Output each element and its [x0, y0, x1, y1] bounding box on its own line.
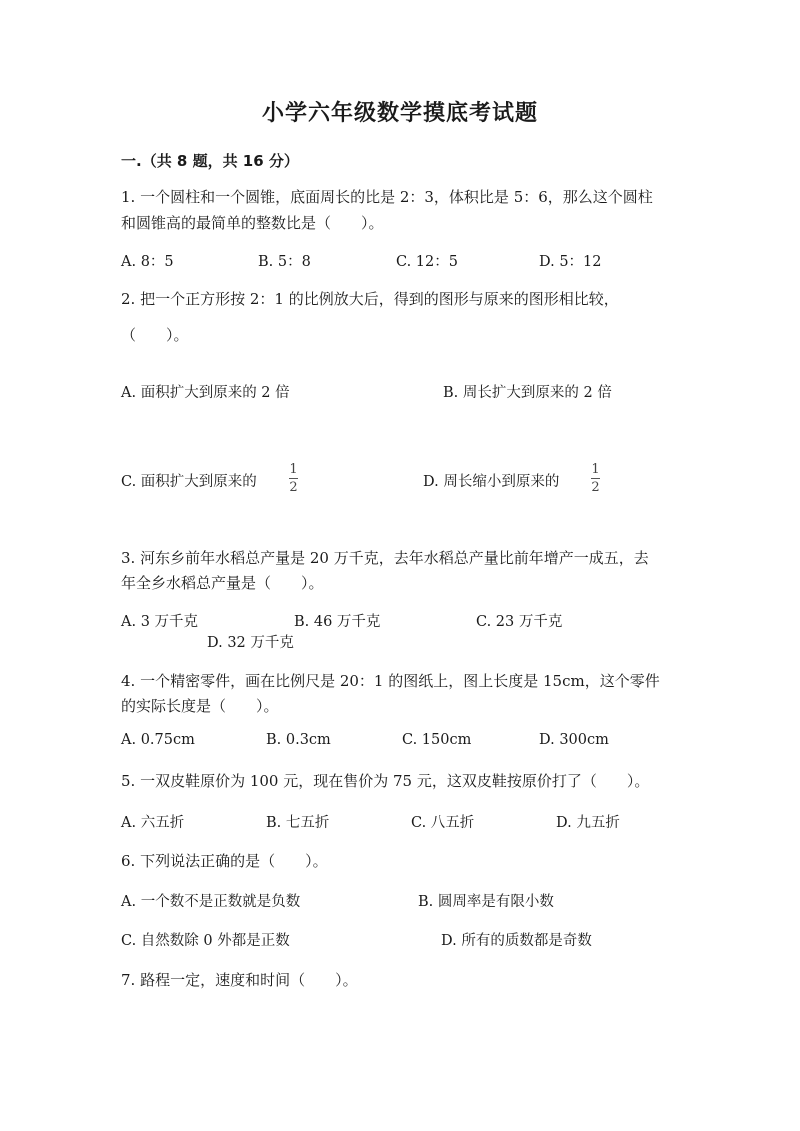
- question-6-option-b: B. 圆周率是有限小数: [418, 894, 554, 910]
- question-1-option-b: B. 5：8: [258, 254, 311, 270]
- question-5-stem-line-1: 5. 一双皮鞋原价为 100 元，现在售价为 75 元，这双皮鞋按原价打了（ ）。: [121, 772, 650, 790]
- question-1-option-a: A. 8：5: [121, 254, 174, 270]
- question-4-stem-line-1: 4. 一个精密零件，画在比例尺是 20：1 的图纸上，图上长度是 15cm，这个零件: [121, 672, 660, 690]
- question-6-stem-line-1: 6. 下列说法正确的是（ ）。: [121, 852, 328, 870]
- question-4-stem-line-2: 的实际长度是（ ）。: [121, 697, 279, 715]
- question-2-option-c: C. 面积扩大到原来的: [121, 474, 257, 490]
- question-4-option-a: A. 0.75cm: [121, 732, 195, 748]
- question-1-option-d: D. 5：12: [539, 254, 602, 270]
- question-1-stem-line-2: 和圆锥高的最简单的整数比是（ ）。: [121, 214, 384, 232]
- fraction-numerator: 1: [591, 462, 600, 477]
- question-4-option-c: C. 150cm: [402, 732, 472, 748]
- question-3-stem-line-1: 3. 河东乡前年水稻总产量是 20 万千克，去年水稻总产量比前年增产一成五，去: [121, 549, 649, 567]
- question-1-stem-line-1: 1. 一个圆柱和一个圆锥，底面周长的比是 2：3，体积比是 5：6，那么这个圆柱: [121, 188, 653, 206]
- fraction-bar: [591, 478, 600, 479]
- question-3-option-b: B. 46 万千克: [294, 614, 381, 630]
- question-3-stem-line-2: 年全乡水稻总产量是（ ）。: [121, 574, 324, 592]
- fraction-denominator: 2: [591, 480, 600, 495]
- question-2-option-d: D. 周长缩小到原来的: [423, 474, 560, 490]
- question-1-option-c: C. 12：5: [396, 254, 458, 270]
- question-5-option-b: B. 七五折: [266, 815, 330, 831]
- question-2-option-b: B. 周长扩大到原来的 2 倍: [443, 385, 612, 401]
- question-3-option-d: D. 32 万千克: [207, 635, 294, 651]
- question-4-option-b: B. 0.3cm: [266, 732, 331, 748]
- question-6-option-c: C. 自然数除 0 外都是正数: [121, 933, 290, 949]
- question-2-option-a: A. 面积扩大到原来的 2 倍: [121, 385, 290, 401]
- question-5-option-c: C. 八五折: [411, 815, 475, 831]
- fraction-one-half: [289, 462, 298, 495]
- fraction-denominator: 2: [289, 480, 298, 495]
- question-3-option-a: A. 3 万千克: [121, 614, 199, 630]
- question-2-stem-line-1: 2. 把一个正方形按 2：1 的比例放大后，得到的图形与原来的图形相比较，: [121, 290, 619, 308]
- fraction-numerator: 1: [289, 462, 298, 477]
- question-5-option-d: D. 九五折: [556, 815, 620, 831]
- page-title: 小学六年级数学摸底考试题: [261, 101, 538, 126]
- question-4-option-d: D. 300cm: [539, 732, 609, 748]
- question-6-option-d: D. 所有的质数都是奇数: [441, 933, 592, 949]
- question-6-option-a: A. 一个数不是正数就是负数: [121, 894, 301, 910]
- fraction-one-half: [591, 462, 600, 495]
- question-3-option-c: C. 23 万千克: [476, 614, 563, 630]
- section-heading: 一.（共 8 题，共 16 分）: [121, 152, 299, 170]
- question-2-stem-line-2: （ ）。: [121, 326, 189, 344]
- fraction-bar: [289, 478, 298, 479]
- question-5-option-a: A. 六五折: [121, 815, 185, 831]
- question-7-stem-line-1: 7. 路程一定，速度和时间（ ）。: [121, 971, 358, 989]
